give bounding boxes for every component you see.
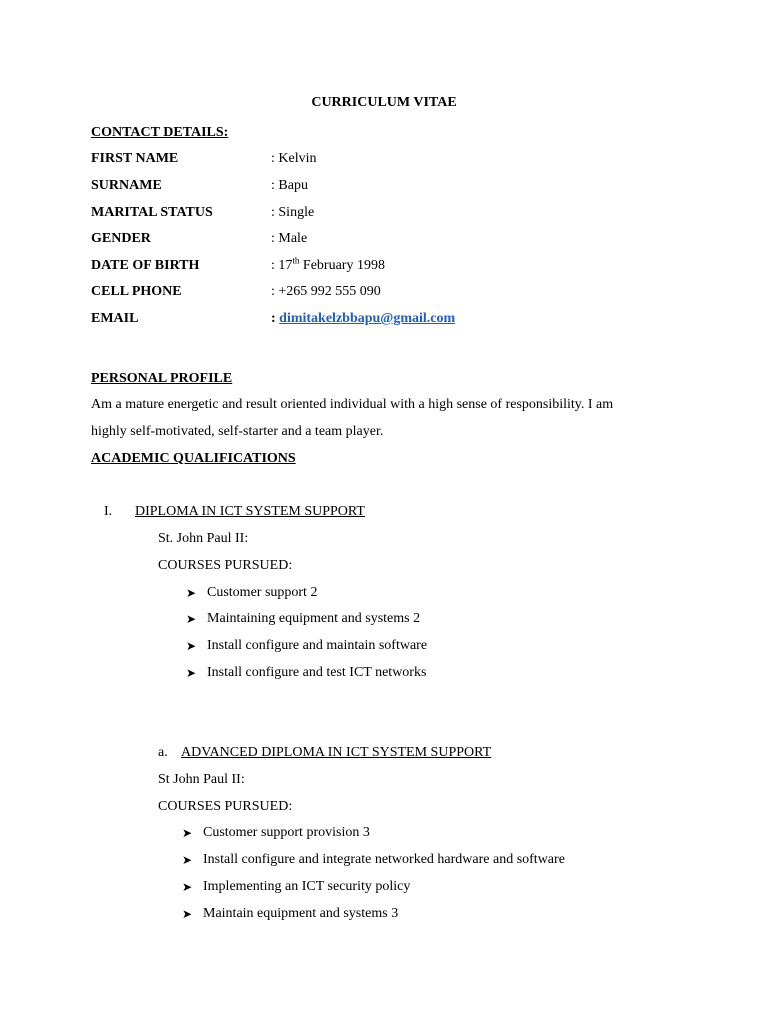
date-of-birth-value [271, 257, 385, 275]
dob-ordinal-suffix: th [292, 255, 300, 266]
date-of-birth-label: DATE OF BIRTH [91, 258, 200, 273]
gender-label: GENDER [91, 231, 151, 246]
surname-value: : Bapu [271, 178, 308, 193]
course-item: Install configure and integrate networked hardware and software [203, 852, 565, 867]
course-item: Customer support provision 3 [203, 825, 370, 840]
arrow-bullet-icon: ➤ [186, 586, 197, 600]
surname-label: SURNAME [91, 178, 162, 193]
arrow-bullet-icon: ➤ [186, 639, 197, 653]
academic-qualifications-heading: ACADEMIC QUALIFICATIONS [91, 451, 296, 466]
dob-day: : 17 [271, 258, 293, 273]
qualification-title: ADVANCED DIPLOMA IN ICT SYSTEM SUPPORT [181, 745, 492, 760]
cell-phone-label: CELL PHONE [91, 284, 182, 299]
email-colon: : [271, 311, 280, 326]
profile-text-line-1: Am a mature energetic and result oriented individual with a high sense of responsibility. I am [91, 397, 614, 412]
marital-status-label: MARITAL STATUS [91, 205, 213, 220]
personal-profile-heading: PERSONAL PROFILE [91, 371, 233, 386]
email-link[interactable]: dimitakelzbbapu@gmail.com [279, 311, 456, 326]
arrow-bullet-icon: ➤ [186, 612, 197, 626]
course-item: Maintain equipment and systems 3 [203, 906, 399, 921]
arrow-bullet-icon: ➤ [182, 907, 193, 921]
qualification-school: St John Paul II: [158, 772, 245, 787]
document-title: CURRICULUM VITAE [311, 95, 457, 110]
qualification-title: DIPLOMA IN ICT SYSTEM SUPPORT [135, 504, 365, 519]
arrow-bullet-icon: ➤ [182, 853, 193, 867]
dob-month-year: February 1998 [299, 258, 385, 273]
marital-status-value: : Single [271, 205, 315, 220]
first-name-label: FIRST NAME [91, 151, 179, 166]
course-item: Customer support 2 [207, 585, 318, 600]
qualification-marker: I. [104, 504, 113, 519]
cell-phone-value: : +265 992 555 090 [271, 284, 381, 299]
course-item: Install configure and test ICT networks [207, 665, 427, 680]
gender-value: : Male [271, 231, 308, 246]
contact-details-heading: CONTACT DETAILS: [91, 125, 229, 140]
first-name-value: : Kelvin [271, 151, 317, 166]
profile-text-line-2: highly self-motivated, self-starter and a team player. [91, 424, 384, 439]
courses-pursued-label: COURSES PURSUED: [158, 558, 293, 573]
qualification-school: St. John Paul II: [158, 531, 249, 546]
email-value [271, 310, 455, 328]
email-label: EMAIL [91, 311, 139, 326]
arrow-bullet-icon: ➤ [182, 826, 193, 840]
arrow-bullet-icon: ➤ [182, 880, 193, 894]
qualification-marker: a. [158, 745, 168, 760]
courses-pursued-label: COURSES PURSUED: [158, 799, 293, 814]
course-item: Maintaining equipment and systems 2 [207, 611, 421, 626]
course-item: Implementing an ICT security policy [203, 879, 411, 894]
arrow-bullet-icon: ➤ [186, 666, 197, 680]
course-item: Install configure and maintain software [207, 638, 428, 653]
